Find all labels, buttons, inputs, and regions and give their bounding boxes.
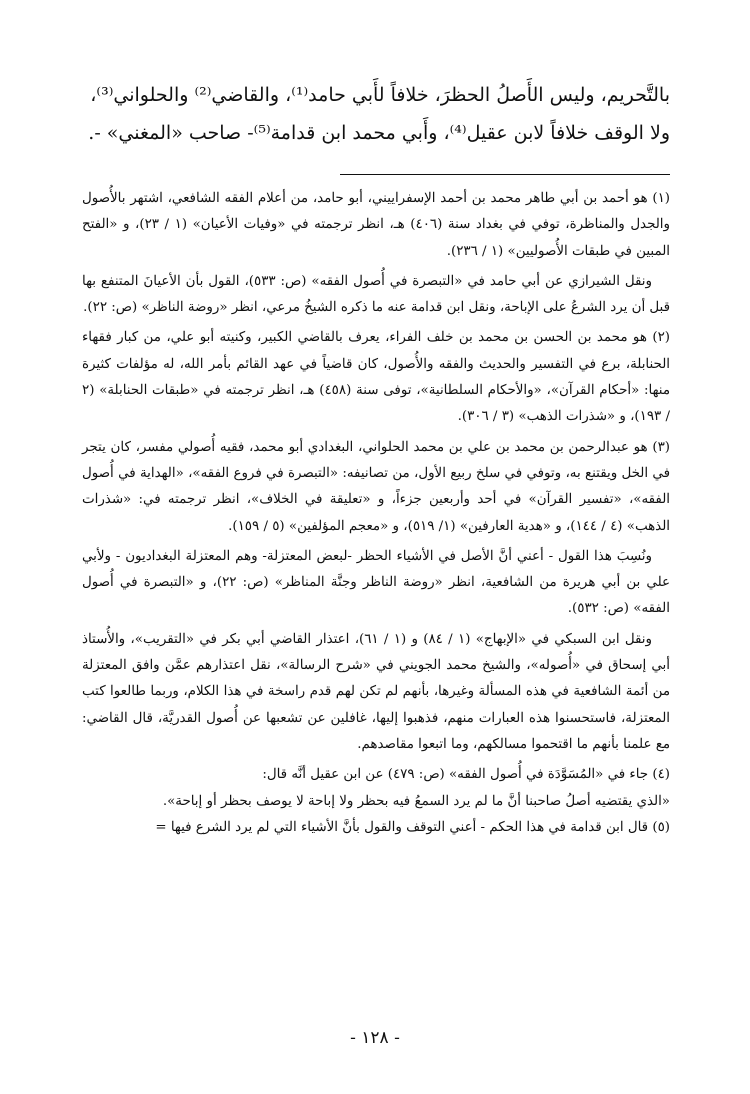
footnote: (٢) هو محمد بن الحسن بن محمد بن خلف الفراء، يعرف بالقاضي الكبير، وكنيته أبو علي، من كبار فقهاء الحنابلة، برع في التفسير والحديث والفقه والأُصول، كان قاضياً في عهد القائم بأمر الله، له مؤلفات كثيرة منها: «أحكام القرآن»، «والأحكام السلطانية»، توفى سنة (٤٥٨) هـ، انظر ترجمته في «طبقات الحنابلة» (٢ / ١٩٣)، و «شذرات الذهب» (٣ / ٣٠٦). [82, 330, 670, 425]
main-text-line: ولا الوقف خلافاً لابن عقيل⁽⁴⁾، وأَبي محمد ابن قدامة⁽⁵⁾- صاحب «المغني» -. [88, 122, 670, 144]
footnote-separator [340, 174, 670, 175]
footnote: (١) هو أحمد بن أبي طاهر محمد بن أحمد الإسفراييني، أبو حامد، من أعلام الفقه الشافعي، اشتهر بالأُصول والجدل والمناظرة، توفي في بغداد سنة (٤٠٦) هـ، انظر ترجمته في «وفيات الأعيان» (١ / ٢٣)، و «الفتح المبين في طبقات الأُصوليين» (١ / ٢٣٦). [82, 191, 670, 259]
footnote: (٣) هو عبدالرحمن بن محمد بن علي بن محمد الحلواني، البغدادي أبو محمد، فقيه أُصولي مفسر، كان يتجر في الخل ويقتنع به، وتوفي في سلخ ربيع الأول، من تصانيفه: «التبصرة في فروع الفقه»، «الهداية في أُصول الفقه»، «تفسير القرآن» في أحد وأربعين جزءاً، و «تعليقة في الخلاف»، انظر ترجمته في: «شذرات الذهب» (٤ / ١٤٤)، و «هدية العارفين» (١/ ٥١٩)، و «معجم المؤلفين» (٥ / ١٥٩). [82, 439, 670, 534]
footnote: (٤) جاء في «المُسَوَّدَة في أُصول الفقه» (ص: ٤٧٩) عن ابن عقيل أنَّه قال: [262, 767, 670, 783]
main-text [80, 76, 670, 152]
footnote: ونقل ابن السبكي في «الإبهاج» (١ / ٨٤) و (١ / ٦١)، اعتذار القاضي أبي بكر في «التقريب»، والأُستاذ أبي إسحاق في «أُصوله»، والشيخ محمد الجويني في «شرح الرسالة»، نقل اعتذارهم عمَّن وافق المعتزلة من أئمة الشافعية في هذه المسألة وغيرها، بأنهم لم تكن لهم قدم راسخة في هذا الكلام، وربما طالعوا كتب المعتزلة، فاستحسنوا هذه العبارات منهم، فذهبوا إليها، غافلين عن تشعبها عن أُصول القدريَّة، قال القاضي: مع علمنا بأنهم ما اقتحموا مسالكهم، وما اتبعوا مقاصدهم. [82, 631, 670, 752]
footnote: «الذي يقتضيه أصلُ صاحبنا أنَّ ما لم يرد السمعُ فيه بحظر ولا إباحة لا يوصف بحظر أو إباحة». [162, 793, 670, 809]
footnote: ونُسِبَ هذا القول - أعني أنَّ الأصل في الأشياء الحظر -لبعض المعتزلة- وهم المعتزلة البغداديون - ولأبي علي بن أبي هريرة من الشافعية، انظر «روضة الناظر وجنَّة المناظر» (ص: ٢٢)، و «التبصرة في أُصول الفقه» (ص: ٥٣٢). [82, 548, 670, 617]
main-text-line: بالتَّحريم، وليس الأَصلُ الحظرَ، خلافاً لأَبي حامد⁽¹⁾، والقاضي⁽²⁾ والحلواني⁽³⁾، [90, 84, 670, 106]
page-number: - ١٢٨ - [350, 1028, 400, 1048]
footnote: (٥) قال ابن قدامة في هذا الحكم - أعني التوقف والقول بأنَّ الأشياء التي لم يرد الشرع فيها = [155, 819, 670, 835]
footnotes [82, 186, 670, 845]
footnote: ونقل الشيرازي عن أبي حامد في «التبصرة في أُصول الفقه» (ص: ٥٣٣)، القول بأن الأعيانَ المتنفع بها قبل أن يرد الشرعُ على الإباحة، ونقل ابن قدامة عنه ما ذكره الشيخُ مرعي، انظر «روضة الناظر» (ص: ٢٢). [82, 273, 670, 316]
